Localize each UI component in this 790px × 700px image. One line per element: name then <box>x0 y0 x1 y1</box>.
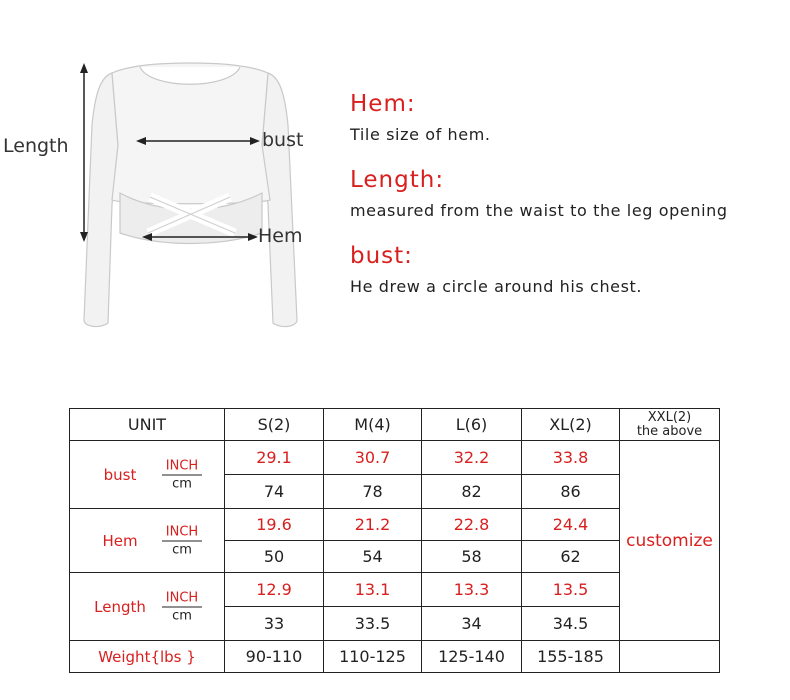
cell-value: 13.1 <box>324 573 422 607</box>
cell-value: 74 <box>225 475 324 509</box>
inch-label: INCH <box>162 458 202 475</box>
header-xxl-line2: the above <box>636 423 703 439</box>
cell-value: 86 <box>522 475 620 509</box>
row-label-weight: Weight{lbs } <box>70 641 225 673</box>
hem-definition-text: Tile size of hem. <box>350 125 491 144</box>
row-label-length <box>70 573 225 641</box>
length-definition-title: Length: <box>350 167 445 193</box>
cm-label: cm <box>172 542 192 557</box>
unit-fraction <box>162 524 202 557</box>
cell-value: 12.9 <box>225 573 324 607</box>
row-name: bust <box>103 465 137 484</box>
header-s: S(2) <box>225 409 324 441</box>
cell-value: 32.2 <box>422 441 522 475</box>
cell-value: 110-125 <box>324 641 422 673</box>
cell-value: 24.4 <box>522 509 620 541</box>
table-header-row <box>70 409 720 441</box>
header-m: M(4) <box>324 409 422 441</box>
header-xl: XL(2) <box>522 409 620 441</box>
inch-label: INCH <box>162 590 202 607</box>
cell-value: 90-110 <box>225 641 324 673</box>
hem-definition-title: Hem: <box>350 91 416 117</box>
cell-value: 82 <box>422 475 522 509</box>
bust-label: bust <box>262 129 304 151</box>
table-row <box>70 641 720 673</box>
cell-value: 54 <box>324 541 422 573</box>
cell-value: 22.8 <box>422 509 522 541</box>
unit-fraction <box>162 458 202 491</box>
cell-value: 155-185 <box>522 641 620 673</box>
header-xxl-line1: XXL(2) <box>647 409 692 425</box>
cell-value: 125-140 <box>422 641 522 673</box>
cell-value: 78 <box>324 475 422 509</box>
header-unit: UNIT <box>70 409 225 441</box>
cell-value: 33.8 <box>522 441 620 475</box>
row-label-hem <box>70 509 225 573</box>
inch-label: INCH <box>162 524 202 541</box>
size-chart-table <box>69 408 720 673</box>
unit-fraction <box>162 590 202 623</box>
empty-cell <box>620 641 720 673</box>
cell-value: 62 <box>522 541 620 573</box>
cm-label: cm <box>172 476 192 491</box>
row-name: Hem <box>102 531 138 550</box>
header-l: L(6) <box>422 409 522 441</box>
hem-label: Hem <box>258 225 303 247</box>
table-row <box>70 441 720 475</box>
cell-value: 33 <box>225 607 324 641</box>
row-name: Length <box>94 597 146 616</box>
cm-label: cm <box>172 608 192 623</box>
cell-value: 19.6 <box>225 509 324 541</box>
customize-cell: customize <box>620 441 720 641</box>
length-label: Length <box>3 135 69 157</box>
cell-value: 30.7 <box>324 441 422 475</box>
header-xxl <box>620 409 720 441</box>
bust-definition-text: He drew a circle around his chest. <box>350 277 643 296</box>
row-label-bust <box>70 441 225 509</box>
cell-value: 13.3 <box>422 573 522 607</box>
cell-value: 34.5 <box>522 607 620 641</box>
garment-figure <box>0 55 340 345</box>
cell-value: 34 <box>422 607 522 641</box>
cell-value: 21.2 <box>324 509 422 541</box>
cell-value: 58 <box>422 541 522 573</box>
cropped-top-illustration <box>0 55 340 345</box>
cell-value: 13.5 <box>522 573 620 607</box>
cell-value: 33.5 <box>324 607 422 641</box>
cell-value: 29.1 <box>225 441 324 475</box>
length-definition-text: measured from the waist to the leg opening <box>350 201 728 220</box>
bust-definition-title: bust: <box>350 243 413 269</box>
cell-value: 50 <box>225 541 324 573</box>
measurement-definitions <box>350 90 780 318</box>
